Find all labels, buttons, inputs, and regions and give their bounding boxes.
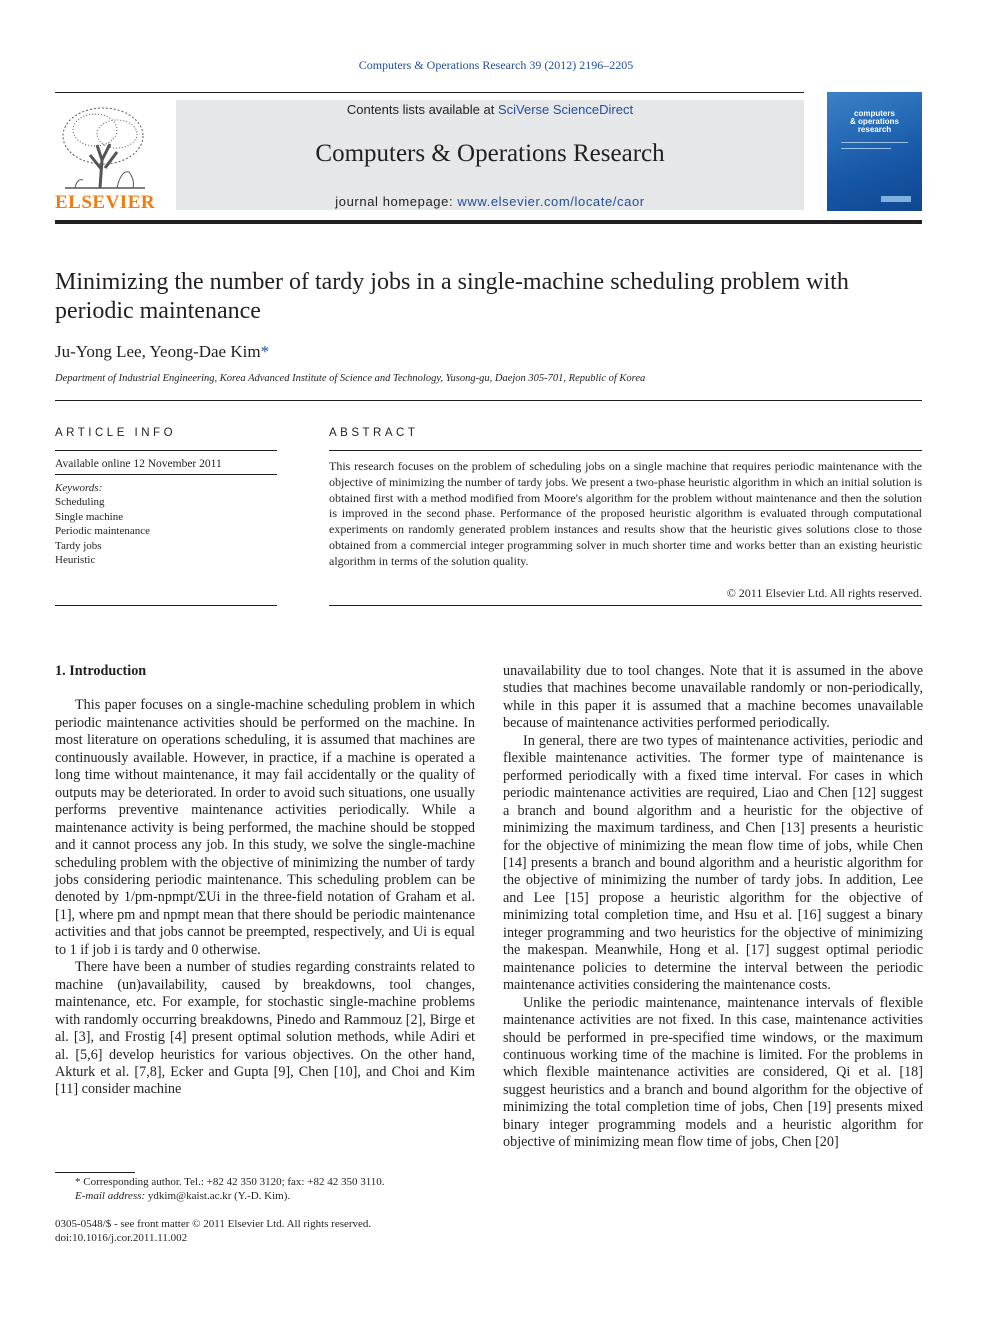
- elsevier-logo-text: ELSEVIER: [55, 192, 156, 213]
- keywords-block: [55, 481, 150, 567]
- divider: [55, 450, 277, 451]
- divider: [55, 400, 922, 401]
- contents-line: [176, 102, 804, 117]
- body-column-left: [55, 663, 475, 1099]
- footnote-rule: [55, 1172, 135, 1173]
- journal-name: Computers & Operations Research: [315, 140, 665, 167]
- author-list: [55, 342, 269, 362]
- body-column-right: [503, 663, 923, 1152]
- affiliation: Department of Industrial Engineering, Korea Advanced Institute of Science and Technology, Yusong-gu, Daejon 305-701, Republic of Korea: [55, 373, 646, 384]
- contents-prefix: Contents lists available at: [346, 102, 498, 117]
- doi-line[interactable]: doi:10.1016/j.cor.2011.11.002: [55, 1232, 188, 1244]
- body-paragraph: There have been a number of studies regarding constraints related to machine (un)availability, caused by breakdowns, tool changes, maintenance, etc. For example, for stochastic single-machine problems with randomly occurring breakdowns, Pinedo and Rammouz [2], Birge et al. [3], and Frostig [4] present optimal solution methods, while Adiri et al. [5,6] develop heuristics for various objectives. On the other hand, Akturk et al. [7,8], Ecker and Gupta [9], Chen [10], and Choi and Kim [11] consider machine: [55, 959, 475, 1098]
- journal-citation[interactable]: Computers & Operations Research 39 (2012) 2196–2205: [358, 58, 634, 72]
- keyword-item: Heuristic: [55, 554, 96, 567]
- available-online-date: Available online 12 November 2011: [55, 458, 222, 470]
- keyword-item: Periodic maintenance: [55, 525, 150, 538]
- body-paragraph: This paper focuses on a single-machine scheduling problem in which periodic maintenance activities should be performed on the machine. In most literature on operations scheduling, it is assumed that machines are continuously available. However, in practice, if a machine is operated a long time without maintenance, it may fail accidentally or the quality of outputs may be deteriorated. In order to avoid such situations, one usually performs preventive maintenance activities periodically. While a maintenance activity is being performed, the machine should be stopped and it cannot process any job. In this study, we solve the single-machine scheduling problem with the objective of minimizing the number of tardy jobs considering periodic maintenance. This scheduling problem can be denoted by 1/pm-npmpt/ΣUi in the three-field notation of Graham et al. [1], where pm and npmpt mean that there should be periodic maintenance activities and that jobs cannot be preempted, respectively, and Ui is equal to 1 if job i is tardy and 0 otherwise.: [55, 697, 475, 958]
- keyword-item: Single machine: [55, 510, 124, 523]
- homepage-link[interactable]: www.elsevier.com/locate/caor: [457, 194, 645, 209]
- article-info-heading: ARTICLE INFO: [55, 427, 177, 439]
- authors-text: Ju-Yong Lee, Yeong-Dae Kim: [55, 342, 261, 361]
- cover-title: [827, 110, 922, 134]
- body-paragraph: Unlike the periodic maintenance, maintenance intervals of flexible maintenance activities are not fixed. In this case, maintenance activities should be performed in pre-specified time windows, or the maximum continuous working time of the machine is limited. For the problems in which flexible maintenance activities are considered, Qi et al. [18] suggest heuristics and a branch and bound algorithm for the objective of minimizing the total completion time of jobs, Chen [19] presents mixed binary integer programming models and a heuristic algorithm for objective of minimizing mean flow time of jobs, Chen [20]: [503, 994, 923, 1151]
- journal-cover-image[interactable]: [827, 92, 922, 211]
- homepage-prefix: journal homepage:: [335, 194, 458, 209]
- corresponding-author-note: * Corresponding author. Tel.: +82 42 350 3120; fax: +82 42 350 3110.: [75, 1176, 385, 1188]
- abstract-text: This research focuses on the problem of scheduling jobs on a single machine that requires periodic maintenance with the objective of minimizing the number of tardy jobs. We present a two-phase heuristic algorithm in which an initial solution is obtained first with a method modified from Moore's algorithm for the problem without maintenance and then the solution is improved in the second phase. Performance of the proposed heuristic algorithm is evaluated through computational experiments on randomly generated problem instances and results show that the heuristic gives solutions close to those obtained from a commercial integer programming solver in much shorter time and works better than an existing heuristic algorithm in terms of the solution quality.: [329, 459, 922, 568]
- header-top-rule: [55, 92, 804, 93]
- email-line: [55, 1189, 475, 1203]
- copyright-notice: © 2011 Elsevier Ltd. All rights reserved.: [726, 586, 922, 600]
- cover-title-line: & operations: [850, 117, 899, 126]
- abstract-heading: ABSTRACT: [329, 427, 419, 439]
- divider: [55, 605, 277, 606]
- email-address[interactable]: ydkim@kaist.ac.kr (Y.-D. Kim).: [147, 1190, 291, 1202]
- keyword-item: Tardy jobs: [55, 539, 102, 552]
- cover-title-line: research: [857, 125, 892, 134]
- footnote: [55, 1175, 475, 1203]
- divider: [55, 474, 277, 475]
- email-label: E-mail address:: [75, 1190, 148, 1202]
- sciencedirect-link[interactable]: SciVerse ScienceDirect: [497, 102, 634, 117]
- divider: [329, 450, 922, 451]
- homepage-line: [176, 194, 804, 209]
- body-paragraph: In general, there are two types of maintenance activities, periodic and flexible maintenance activities. The former type of maintenance is performed periodically with a fixed time interval. For cases in which periodic maintenance activities are required, Liao and Chen [12] suggest a branch and bound algorithm and a heuristic for the objective of minimizing the maximum tardiness, and Chen [13] presents a heuristic for the objective of minimizing the mean flow time of jobs, while Chen [14] presents a branch and bound algorithm and a heuristic algorithm for the objective of minimizing the number of tardy jobs. In addition, Lee and Lee [15] propose a heuristic algorithm for the objective of minimizing total completion time, and Hsu et al. [16] suggest a binary integer programming and two heuristics for the objective of minimizing the makespan. Meanwhile, Hong et al. [17] suggest optimal periodic maintenance policies to determine the interval between the periodic maintenance activities considering the maintenance costs.: [503, 732, 923, 994]
- keyword-item: Scheduling: [55, 496, 105, 509]
- issn-line: 0305-0548/$ - see front matter © 2011 Elsevier Ltd. All rights reserved.: [55, 1218, 372, 1230]
- section-heading: 1. Introduction: [55, 663, 147, 679]
- header-bottom-rule: [55, 220, 922, 224]
- corresponding-author-mark[interactable]: *: [260, 342, 270, 361]
- cover-title-line: computers: [854, 109, 895, 118]
- body-paragraph: unavailability due to tool changes. Note that it is assumed in the above studies that machines become unavailable randomly or non-periodically, while in this paper it is assumed that a machine becomes unavailable because of maintenance activities performed periodically.: [503, 663, 923, 732]
- article-title: Minimizing the number of tardy jobs in a single-machine scheduling problem with periodic maintenance: [55, 269, 849, 324]
- front-matter: [55, 1217, 371, 1245]
- keywords-label: Keywords:: [55, 482, 103, 494]
- divider: [329, 605, 922, 606]
